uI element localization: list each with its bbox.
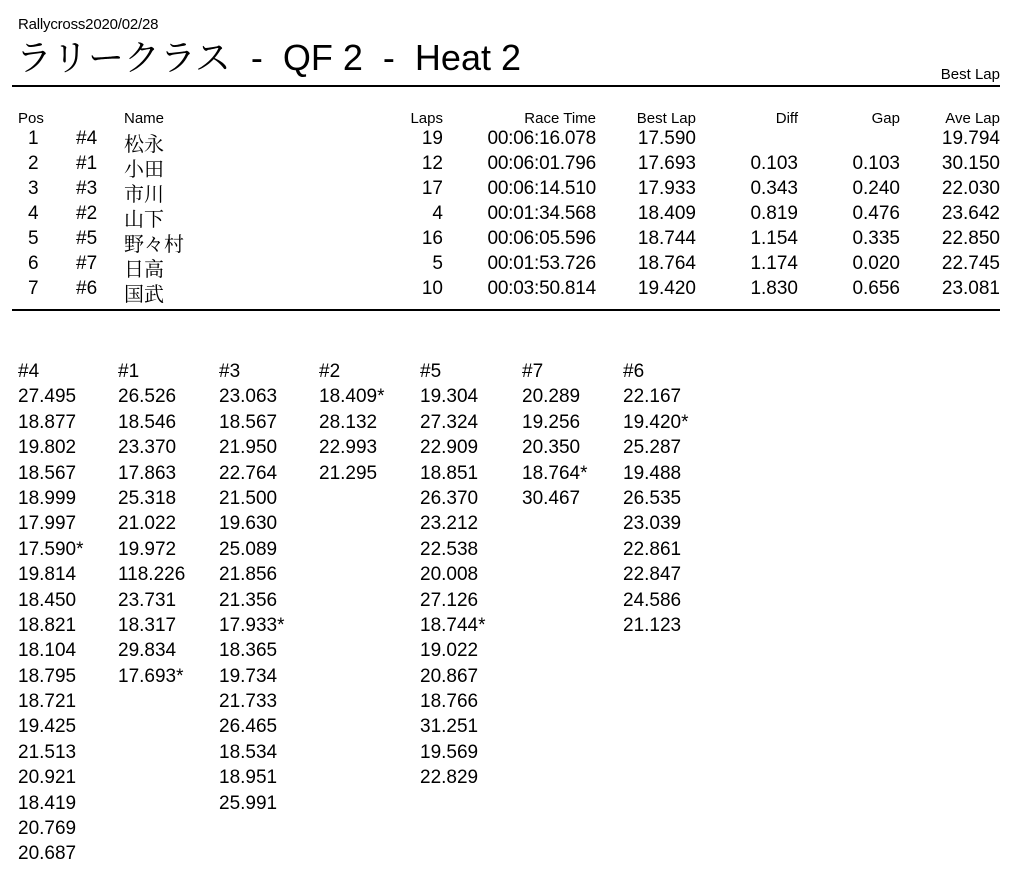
lap-time: 21.022 (118, 513, 177, 535)
lap-time: 27.126 (420, 589, 479, 611)
lap-time: 18.317 (118, 614, 177, 636)
race-time-cell: 00:01:53.726 (487, 253, 596, 274)
lap-time: 21.123 (623, 614, 682, 636)
lap-time: 17.590* (18, 538, 84, 560)
pos-cell: 7 (28, 278, 39, 299)
lap-time: 19.420* (623, 411, 689, 433)
gap-cell: 0.240 (852, 178, 900, 199)
race-time-cell: 00:06:16.078 (487, 128, 596, 149)
car-number: #1 (76, 153, 98, 174)
driver-name: 市川 (124, 184, 164, 206)
lap-time: 20.921 (18, 767, 77, 789)
car-number: #2 (76, 203, 98, 224)
best-lap-cell: 18.744 (637, 228, 696, 249)
driver-name: 日高 (124, 259, 164, 281)
pos-cell: 4 (28, 203, 39, 224)
col-ave-lap: Ave Lap (945, 110, 1000, 127)
col-best-lap: Best Lap (636, 110, 696, 127)
lap-time: 18.999 (18, 487, 77, 509)
lap-time: 21.733 (219, 691, 278, 713)
col-race-time: Race Time (524, 110, 596, 127)
lap-time: 27.495 (18, 386, 77, 408)
gap-cell: 0.103 (852, 153, 900, 174)
col-laps: Laps (410, 110, 443, 127)
car-number: #3 (76, 178, 98, 199)
lap-column (118, 359, 185, 689)
lap-time: 20.350 (522, 437, 581, 459)
lap-time: 19.488 (623, 462, 682, 484)
pos-cell: 1 (28, 128, 39, 149)
gap-cell: 0.476 (852, 203, 900, 224)
lap-time: 29.834 (118, 640, 177, 662)
lap-column (623, 359, 689, 638)
gap-cell: 0.020 (852, 253, 900, 274)
table-row (0, 153, 1024, 181)
col-diff: Diff (775, 110, 798, 127)
lap-time: 118.226 (118, 564, 186, 586)
best-lap-cell: 18.409 (637, 203, 696, 224)
col-pos: Pos (18, 110, 44, 127)
lap-time: 18.851 (420, 462, 479, 484)
lap-time: 22.538 (420, 538, 479, 560)
pos-cell: 2 (28, 153, 39, 174)
lap-time: 23.212 (420, 513, 479, 535)
race-time-cell: 00:06:01.796 (487, 153, 596, 174)
lap-time: 25.089 (219, 538, 278, 560)
col-name: Name (124, 110, 165, 127)
lap-time: 19.972 (118, 538, 177, 560)
lap-time: 18.877 (18, 411, 77, 433)
diff-cell: 1.174 (750, 253, 798, 274)
lap-time: 20.769 (18, 818, 77, 840)
best-lap-label: Best Lap (940, 66, 1000, 83)
lap-time: 18.104 (18, 640, 77, 662)
event-date: Rallycross2020/02/28 (18, 16, 159, 33)
laps-cell: 12 (421, 153, 443, 174)
pos-cell: 5 (28, 228, 39, 249)
car-number: #6 (76, 278, 98, 299)
lap-column-header: #2 (319, 361, 341, 382)
lap-time: 26.370 (420, 487, 479, 509)
ave-lap-cell: 19.794 (941, 128, 1000, 149)
lap-time: 18.409* (319, 386, 385, 408)
race-time-cell: 00:03:50.814 (487, 278, 596, 299)
lap-time: 19.022 (420, 640, 479, 662)
lap-time: 19.569 (420, 741, 479, 763)
diff-cell: 0.103 (750, 153, 798, 174)
table-row (0, 228, 1024, 256)
lap-time: 19.304 (420, 386, 479, 408)
table-row (0, 278, 1024, 306)
lap-time: 21.295 (319, 462, 378, 484)
lap-time: 20.008 (420, 564, 479, 586)
lap-time: 18.951 (219, 767, 278, 789)
lap-time: 18.567 (18, 462, 77, 484)
lap-column (319, 359, 385, 486)
lap-column-header: #5 (420, 361, 442, 382)
lap-time: 17.933* (219, 614, 285, 636)
lap-time: 20.687 (18, 843, 77, 865)
lap-time: 19.814 (18, 564, 77, 586)
lap-time: 22.829 (420, 767, 479, 789)
driver-name: 松永 (124, 134, 164, 156)
lap-column (219, 359, 285, 816)
gap-cell: 0.335 (852, 228, 900, 249)
best-lap-cell: 17.590 (637, 128, 696, 149)
car-number: #5 (76, 228, 98, 249)
table-row (0, 178, 1024, 206)
lap-time: 26.465 (219, 716, 278, 738)
lap-time: 22.847 (623, 564, 682, 586)
lap-time: 19.734 (219, 665, 278, 687)
table-row (0, 203, 1024, 231)
laps-cell: 10 (421, 278, 443, 299)
table-row (0, 253, 1024, 281)
pos-cell: 3 (28, 178, 39, 199)
lap-time: 23.370 (118, 437, 177, 459)
diff-cell: 0.819 (750, 203, 798, 224)
lap-time: 22.167 (623, 386, 682, 408)
col-gap: Gap (871, 110, 900, 127)
laps-cell: 16 (421, 228, 443, 249)
ave-lap-cell: 22.030 (941, 178, 1000, 199)
lap-time: 30.467 (522, 487, 581, 509)
lap-time: 18.567 (219, 411, 278, 433)
ave-lap-cell: 23.081 (941, 278, 1000, 299)
header-divider (12, 85, 1000, 87)
lap-time: 18.534 (219, 741, 278, 763)
gap-cell: 0.656 (852, 278, 900, 299)
driver-name: 野々村 (124, 234, 184, 256)
ave-lap-cell: 23.642 (941, 203, 1000, 224)
lap-time: 23.039 (623, 513, 682, 535)
page-title: ラリークラス - QF 2 - Heat 2 (16, 37, 521, 78)
lap-column-header: #3 (219, 361, 241, 382)
ave-lap-cell: 22.850 (941, 228, 1000, 249)
table-divider (12, 309, 1000, 311)
lap-time: 18.546 (118, 411, 177, 433)
lap-time: 26.535 (623, 487, 682, 509)
lap-column (18, 359, 84, 867)
race-time-cell: 00:06:05.596 (487, 228, 596, 249)
laps-cell: 4 (432, 203, 443, 224)
car-number: #7 (76, 253, 98, 274)
pos-cell: 6 (28, 253, 39, 274)
lap-column (420, 359, 486, 791)
lap-time: 19.425 (18, 716, 77, 738)
lap-column (522, 359, 588, 511)
lap-time: 19.630 (219, 513, 278, 535)
lap-time: 18.419 (18, 792, 77, 814)
lap-time: 20.867 (420, 665, 479, 687)
best-lap-cell: 17.693 (637, 153, 696, 174)
lap-time: 24.586 (623, 589, 682, 611)
lap-time: 17.693* (118, 665, 184, 687)
driver-name: 山下 (124, 209, 164, 231)
lap-time: 31.251 (420, 716, 479, 738)
lap-time: 18.795 (18, 665, 77, 687)
lap-time: 26.526 (118, 386, 177, 408)
best-lap-cell: 17.933 (637, 178, 696, 199)
lap-time: 19.802 (18, 437, 77, 459)
lap-time: 18.450 (18, 589, 77, 611)
lap-time: 20.289 (522, 386, 581, 408)
diff-cell: 1.154 (750, 228, 798, 249)
lap-time: 27.324 (420, 411, 479, 433)
lap-time: 25.991 (219, 792, 278, 814)
lap-time: 21.356 (219, 589, 278, 611)
lap-time: 18.766 (420, 691, 479, 713)
ave-lap-cell: 22.745 (941, 253, 1000, 274)
lap-time: 21.513 (18, 741, 77, 763)
lap-time: 22.909 (420, 437, 479, 459)
lap-time: 18.365 (219, 640, 278, 662)
lap-time: 21.500 (219, 487, 278, 509)
lap-time: 23.063 (219, 386, 278, 408)
laps-cell: 17 (421, 178, 443, 199)
lap-column-header: #1 (118, 361, 140, 382)
laps-cell: 5 (432, 253, 443, 274)
lap-time: 19.256 (522, 411, 581, 433)
lap-column-header: #4 (18, 361, 40, 382)
lap-time: 18.764* (522, 462, 588, 484)
lap-time: 21.856 (219, 564, 278, 586)
lap-time: 18.721 (18, 691, 77, 713)
lap-time: 25.318 (118, 487, 177, 509)
lap-column-header: #6 (623, 361, 645, 382)
laps-cell: 19 (421, 128, 443, 149)
diff-cell: 0.343 (750, 178, 798, 199)
lap-time: 22.764 (219, 462, 278, 484)
driver-name: 小田 (124, 159, 164, 181)
best-lap-cell: 19.420 (637, 278, 696, 299)
lap-time: 25.287 (623, 437, 682, 459)
lap-time: 17.863 (118, 462, 177, 484)
best-lap-cell: 18.764 (637, 253, 696, 274)
lap-time: 18.821 (18, 614, 77, 636)
lap-time: 22.861 (623, 538, 682, 560)
lap-time: 28.132 (319, 411, 378, 433)
lap-time: 17.997 (18, 513, 77, 535)
table-row (0, 128, 1024, 156)
lap-time: 21.950 (219, 437, 278, 459)
race-time-cell: 00:01:34.568 (487, 203, 596, 224)
lap-time: 23.731 (118, 589, 177, 611)
race-time-cell: 00:06:14.510 (487, 178, 596, 199)
diff-cell: 1.830 (750, 278, 798, 299)
lap-column-header: #7 (522, 361, 544, 382)
car-number: #4 (76, 128, 98, 149)
ave-lap-cell: 30.150 (941, 153, 1000, 174)
driver-name: 国武 (124, 284, 164, 306)
lap-time: 22.993 (319, 437, 378, 459)
lap-time: 18.744* (420, 614, 486, 636)
